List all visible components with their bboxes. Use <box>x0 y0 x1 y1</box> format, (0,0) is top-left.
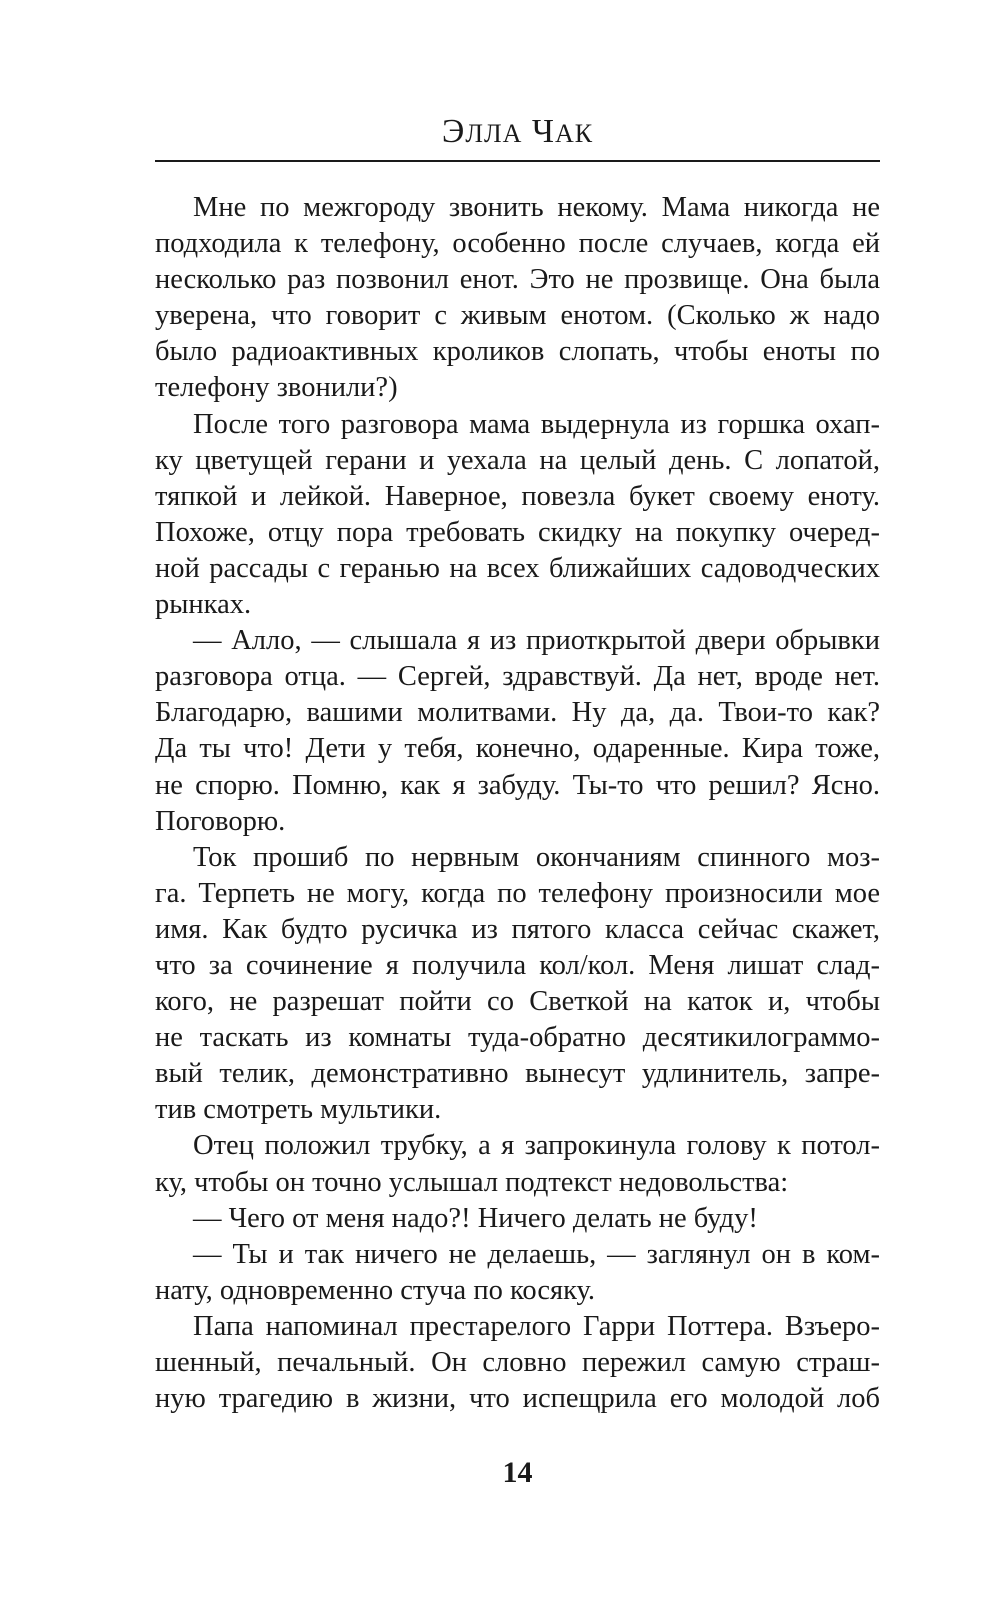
text-line: После того разговора мама выдернула из горшка охап- <box>193 408 880 440</box>
text-line: имя. Как будто русичка из пятого класса сейчас скажет, <box>155 913 880 945</box>
text-line: Ток прошиб по нервным окончаниям спинного моз- <box>193 841 880 873</box>
text-line: подходила к телефону, особенно после случаев, когда ей <box>155 228 880 260</box>
page-number: 14 <box>502 1456 533 1489</box>
text-line: Отец положил трубку, а я запрокинула голову к потол- <box>193 1130 880 1162</box>
text-line: не таскать из комнаты туда-обратно десятикилограммо- <box>155 1022 880 1054</box>
text-line: ку цветущей герани и уехала на целый день. С лопатой, <box>155 444 880 476</box>
text-line: Поговорю. <box>155 805 286 837</box>
text-line: га. Терпеть не могу, когда по телефону произносили мое <box>155 877 880 909</box>
text-line: тяпкой и лейкой. Наверное, повезла букет своему еноту. <box>155 480 880 512</box>
body-text <box>155 190 880 1417</box>
text-line: Благодарю, вашими молитвами. Ну да, да. Твои-то как? <box>155 697 880 729</box>
text-line: шенный, печальный. Он словно пережил самую страш- <box>155 1347 880 1378</box>
text-line: уверена, что говорит с живым енотом. (Сколько ж надо <box>155 300 880 332</box>
text-line: было радиоактивных кроликов слопать, чтобы еноты по <box>155 336 880 368</box>
header-rule <box>155 160 880 162</box>
text-line: Да ты что! Дети у тебя, конечно, одаренные. Кира тоже, <box>155 733 880 765</box>
text-line: ной рассады с геранью на всех ближайших садоводческих <box>155 552 880 584</box>
text-line: что за сочинение я получила кол/кол. Меня лишат слад- <box>155 949 880 981</box>
text-line: не спорю. Помню, как я забуду. Ты-то что решил? Ясно. <box>155 769 880 801</box>
text-line: тив смотреть мультики. <box>155 1094 442 1126</box>
text-line: Мне по межгороду звонить некому. Мама никогда не <box>193 192 880 223</box>
text-line: кого, не разрешат пойти со Светкой на каток и, чтобы <box>155 986 880 1018</box>
text-line: телефону звонили?) <box>155 372 398 404</box>
text-line: ку, чтобы он точно услышал подтекст недовольства: <box>155 1166 789 1198</box>
text-line: разговора отца. — Сергей, здравствуй. Да нет, вроде нет. <box>155 661 880 693</box>
text-line: Папа напоминал престарелого Гарри Поттера. Взъеро- <box>193 1310 880 1342</box>
text-line: рынках. <box>155 589 252 621</box>
text-line: Похоже, отцу пора требовать скидку на покупку очеред- <box>155 516 880 548</box>
text-line: вый телик, демонстративно вынесут удлинитель, запре- <box>155 1058 880 1090</box>
running-head-author: ЭЛЛА ЧАК <box>441 113 594 150</box>
text-line: — Ты и так ничего не делаешь, — заглянул он в ком- <box>193 1238 880 1270</box>
text-line: — Алло, — слышала я из приоткрытой двери обрывки <box>193 625 880 657</box>
text-line: несколько раз позвонил енот. Это не прозвище. Она была <box>155 264 880 296</box>
text-line: нату, одновременно стуча по косяку. <box>155 1274 596 1306</box>
text-line: ную трагедию в жизни, что испещрила его молодой лоб <box>155 1383 880 1415</box>
text-line: — Чего от меня надо?! Ничего делать не буду! <box>193 1202 758 1234</box>
